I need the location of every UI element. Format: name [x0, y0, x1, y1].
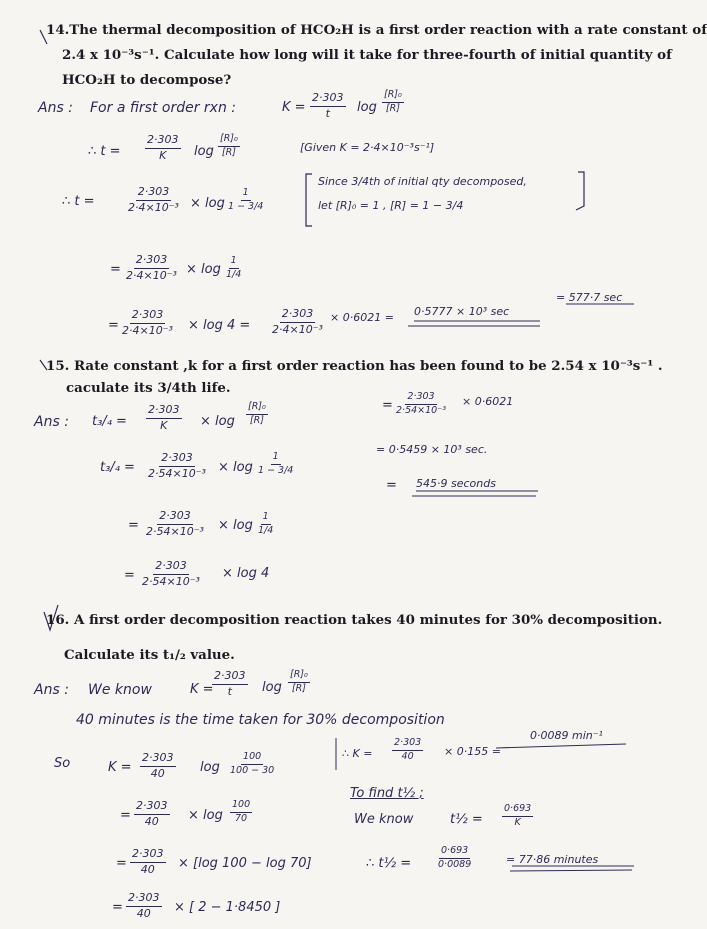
- num: [R]₀: [246, 402, 268, 415]
- q16-thalf-frac: [502, 804, 533, 829]
- num: 2·303: [130, 848, 166, 863]
- q14-step3-eq: =: [110, 262, 121, 277]
- bracket-right: [576, 172, 584, 210]
- den: 2·4×10⁻³: [122, 323, 173, 337]
- q14-step2-frac: [126, 186, 181, 214]
- den: K: [160, 418, 168, 432]
- q14-final: = 577·7 sec: [556, 291, 623, 304]
- q15-right-x06021: × 0·6021: [462, 395, 514, 408]
- num: 2·303: [159, 452, 195, 467]
- q14-step2-xlog: × log: [190, 196, 225, 211]
- num: 2·303: [130, 309, 166, 324]
- den: 2·54×10⁻³: [142, 574, 200, 588]
- q14-result: 0·5777 × 10³ sec: [414, 305, 510, 318]
- q15-xlog2: × log: [218, 460, 253, 475]
- den: [R]: [385, 102, 400, 114]
- q14-k-lhs: K =: [282, 100, 306, 115]
- den: 1 − 3/4: [228, 200, 264, 212]
- q16-answer: = 77·86 minutes: [506, 853, 599, 866]
- q14-ans-label: Ans :: [38, 100, 73, 116]
- q16-k2-lhs: K =: [108, 760, 132, 775]
- num: 2·303: [157, 510, 193, 525]
- q15-inner3: [256, 512, 275, 537]
- num: 1: [229, 256, 239, 269]
- q16-x0155: × 0·155 =: [444, 745, 501, 758]
- q15-frac3: [144, 510, 206, 538]
- q14-since2: let [R]₀ = 1 , [R] = 1 − 3/4: [318, 199, 464, 212]
- num: 2·303: [126, 892, 162, 907]
- q16-thalf2: ∴ t½ =: [366, 856, 412, 871]
- q15-frac1: [146, 404, 182, 432]
- den: 40: [136, 906, 151, 920]
- num: [R]₀: [288, 670, 310, 683]
- den: 70: [235, 812, 248, 824]
- q14-step4-frac: [120, 309, 175, 337]
- q15-inner2: [256, 452, 295, 477]
- num: 1: [261, 512, 271, 525]
- q16-frac-b: [130, 848, 166, 876]
- q14-line2: 2.4 x 10⁻³s⁻¹. Calculate how long will it take for three-fourth of initial quantity of: [62, 47, 672, 63]
- num: 1: [271, 452, 281, 465]
- underline: [496, 744, 626, 748]
- den: 1/4: [258, 524, 274, 536]
- q16-k-conc: [288, 670, 310, 695]
- q16-thalf2-frac: [436, 846, 473, 871]
- q14-step2-lhs: ∴ t =: [62, 194, 95, 209]
- q16-thalf: t½ =: [450, 812, 483, 827]
- q16-xlog-a: × log: [188, 808, 223, 823]
- q15-ans-label: Ans :: [34, 414, 69, 430]
- num: 2·303: [140, 752, 176, 767]
- q14-step2-inner: [226, 188, 265, 213]
- q14-step4-eq: =: [108, 318, 119, 333]
- q14-k-conc: [382, 90, 404, 115]
- q16-frac-c: [126, 892, 162, 920]
- q16-we-know: We know: [88, 682, 152, 698]
- q14-step1-conc: [218, 134, 240, 159]
- q14-step3-frac: [124, 254, 179, 282]
- num: 2·303: [153, 560, 189, 575]
- q14-k-log: log: [357, 100, 377, 115]
- q16-eq-b: =: [116, 856, 127, 871]
- q15-t34: t₃/₄ =: [100, 460, 135, 475]
- den: 2·54×10⁻³: [146, 524, 204, 538]
- q16-inner-a: [230, 800, 252, 825]
- den: 1 − 3/4: [258, 464, 294, 476]
- q14-step4-frac2: [270, 308, 325, 336]
- q15-xlog1: × log: [200, 414, 235, 429]
- num: 2·303: [146, 404, 182, 419]
- den: K: [159, 148, 167, 162]
- num: 2·303: [212, 670, 248, 685]
- den: 2·4×10⁻³: [272, 322, 323, 336]
- den: 100 − 30: [230, 764, 275, 776]
- den: 2·4×10⁻³: [126, 268, 177, 282]
- num: 2·303: [392, 738, 423, 751]
- q16-eq-a: =: [120, 808, 131, 823]
- q14-line1: 14.The thermal decomposition of HCO₂H is a first order reaction with a rate constant of: [46, 22, 707, 38]
- num: 2·303: [145, 134, 181, 149]
- den: 2·54×10⁻³: [148, 466, 206, 480]
- num: 2·303: [134, 800, 170, 815]
- q15-eq3: =: [128, 518, 139, 533]
- num: 0·693: [502, 804, 533, 817]
- den: [R]: [249, 414, 264, 426]
- q16-to-find: To find t½ ;: [350, 786, 424, 801]
- num: 0·693: [439, 846, 470, 859]
- bracket-left: [306, 174, 312, 226]
- den: [R]: [291, 682, 306, 694]
- q15-frac4: [140, 560, 202, 588]
- q14-since1: Since 3/4th of initial qty decomposed,: [318, 175, 527, 188]
- q15-frac2: [146, 452, 208, 480]
- q16-frac-a: [134, 800, 170, 828]
- den: 40: [150, 766, 165, 780]
- q15-line1: 15. Rate constant ,k for a first order reaction has been found to be 2.54 x 10⁻³s⁻¹ .: [46, 358, 663, 374]
- q14-step3-inner: [224, 256, 243, 281]
- num: [R]₀: [382, 90, 404, 103]
- den: [R]: [221, 146, 236, 158]
- num: [R]₀: [218, 134, 240, 147]
- q16-bracket-log: × [log 100 − log 70]: [178, 856, 312, 871]
- num: 100: [230, 800, 252, 813]
- den: 2·54×10⁻³: [396, 404, 447, 416]
- q14-step3-xlog: × log: [186, 262, 221, 277]
- q16-k-lhs: K =: [190, 682, 214, 697]
- num: 2·303: [136, 186, 172, 201]
- den: t: [227, 684, 232, 698]
- q14-ans-intro: For a first order rxn :: [90, 100, 236, 116]
- underline: [510, 870, 632, 871]
- q15-xlog4: × log 4: [222, 566, 270, 581]
- q14-given: [Given K = 2·4×10⁻³s⁻¹]: [300, 141, 435, 154]
- num: 2·303: [405, 392, 436, 405]
- q16-k2-log: log: [200, 760, 220, 775]
- q15-xlog3: × log: [218, 518, 253, 533]
- q16-k-frac: [212, 670, 248, 698]
- q16-eq-c: =: [112, 900, 123, 915]
- den: 1/4: [226, 268, 242, 280]
- den: t: [325, 106, 330, 120]
- q16-so: So: [54, 756, 71, 771]
- q16-line1: 16. A first order decomposition reaction takes 40 minutes for 30% decomposition.: [46, 612, 663, 628]
- q14-line3: HCO₂H to decompose?: [62, 72, 232, 88]
- num: 2·303: [310, 92, 346, 107]
- num: 2·303: [134, 254, 170, 269]
- q15-line2: caculate its 3/4th life.: [66, 380, 231, 396]
- num: 100: [241, 752, 263, 765]
- q14-step4-x06021: × 0·6021 =: [330, 311, 394, 324]
- q15-eq4: =: [124, 568, 135, 583]
- q14-step1-frac: [145, 134, 181, 162]
- q14-step4-xlog4: × log 4 =: [188, 318, 251, 333]
- q14-k-frac: [310, 92, 346, 120]
- q16-line2: Calculate its t₁/₂ value.: [64, 647, 235, 663]
- q16-k-log: log: [262, 680, 282, 695]
- den: 40: [144, 814, 159, 828]
- den: K: [514, 816, 521, 828]
- q16-bracket-num: × [ 2 − 1·8450 ]: [174, 900, 281, 915]
- q16-k-result: 0·0089 min⁻¹: [530, 729, 603, 742]
- q15-conc1: [246, 402, 268, 427]
- q15-right-eq2: = 0·5459 × 10³ sec.: [376, 443, 488, 456]
- q14-step1-log: log: [194, 144, 214, 159]
- q16-ans-label: Ans :: [34, 682, 69, 698]
- den: 2·4×10⁻³: [128, 200, 179, 214]
- q15-right-eq1: =: [382, 398, 393, 413]
- q15-right-eq3: =: [386, 478, 397, 493]
- q15-t-sym: t₃/₄ =: [92, 414, 127, 429]
- q14-step1-lhs: ∴ t =: [88, 144, 121, 159]
- q15-answer: 545·9 seconds: [416, 477, 496, 490]
- q16-k-result-lhs: ∴ K =: [342, 747, 373, 760]
- q16-line-40: 40 minutes is the time taken for 30% decomposition: [76, 712, 445, 728]
- den: 40: [140, 862, 155, 876]
- q16-we-know2: We know: [354, 812, 414, 827]
- num: 1: [241, 188, 251, 201]
- den: 40: [401, 750, 414, 762]
- num: 2·303: [280, 308, 316, 323]
- q15-right-frac: [394, 392, 448, 417]
- q16-k-result-frac: [392, 738, 423, 763]
- den: 0·0089: [438, 858, 472, 870]
- q16-k2-frac: [140, 752, 176, 780]
- q16-k2-inner: [228, 752, 276, 777]
